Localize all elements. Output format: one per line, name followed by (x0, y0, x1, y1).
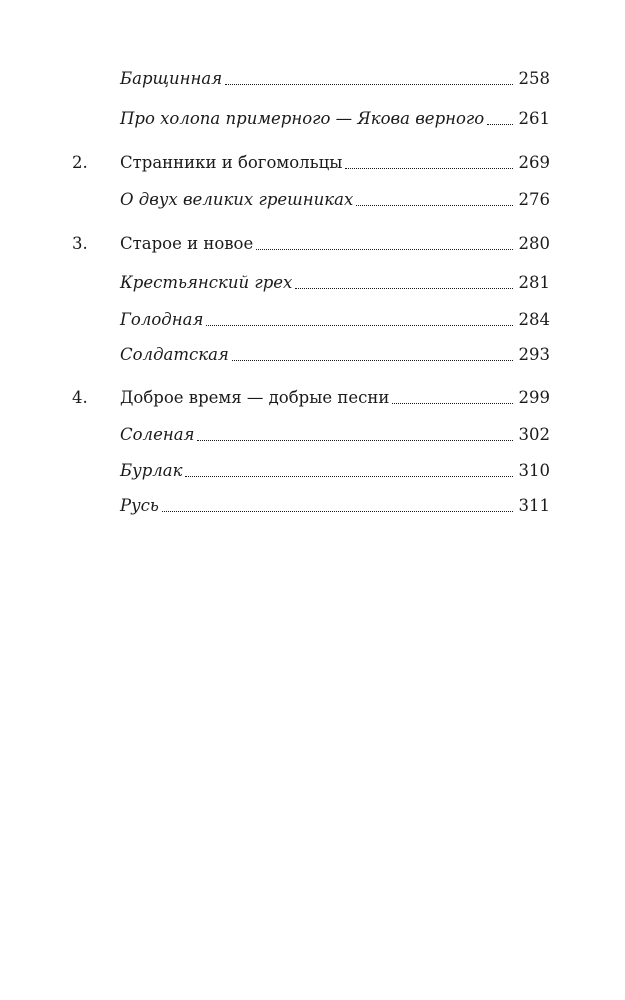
dot-leader (295, 288, 512, 289)
toc-entry[interactable] (120, 305, 550, 331)
toc-entry[interactable] (120, 104, 550, 130)
toc-section-number: 4. (72, 388, 88, 407)
toc-entry-page: 284 (518, 310, 550, 329)
toc-entry[interactable] (120, 340, 550, 366)
toc-entry-title: Солдатская (120, 345, 229, 364)
toc-entry-page: 276 (518, 190, 550, 209)
toc-entry[interactable] (120, 185, 550, 211)
dot-leader (197, 440, 512, 441)
toc-entry-page: 310 (518, 461, 550, 480)
toc-entry-title: Бурлак (120, 461, 183, 480)
toc-entry-page: 281 (518, 273, 550, 292)
toc-entry[interactable] (120, 229, 550, 255)
toc-entry[interactable] (120, 148, 550, 174)
toc-entry-title: Про холопа примерного — Якова верного (120, 109, 485, 128)
toc-entry-title: Барщинная (120, 69, 223, 88)
dot-leader (225, 84, 512, 85)
toc-entry[interactable] (120, 64, 550, 90)
dot-leader (185, 476, 512, 477)
dot-leader (392, 403, 512, 404)
dot-leader (256, 249, 512, 250)
toc-entry-page: 293 (518, 345, 550, 364)
dot-leader (162, 511, 513, 512)
toc-entry-page: 269 (518, 153, 550, 172)
toc-entry[interactable] (120, 420, 550, 446)
toc-entry[interactable] (120, 383, 550, 409)
toc-section-number: 3. (72, 234, 88, 253)
dot-leader (356, 205, 512, 206)
dot-leader (206, 325, 512, 326)
dot-leader (345, 168, 512, 169)
toc-entry-title: Крестьянский грех (120, 273, 293, 292)
toc-entry-title: Странники и богомольцы (120, 153, 343, 172)
toc-entry-page: 299 (518, 388, 550, 407)
toc-entry-title: Старое и новое (120, 234, 254, 253)
dot-leader (487, 124, 512, 125)
toc-entry-title: О двух великих грешниках (120, 190, 354, 209)
toc-entry-title: Голодная (120, 310, 204, 329)
dot-leader (232, 360, 513, 361)
toc-entry[interactable] (120, 268, 550, 294)
toc-entry-page: 258 (518, 69, 550, 88)
toc-entry-title: Русь (120, 496, 159, 515)
toc-entry[interactable] (120, 456, 550, 482)
toc-entry-page: 302 (518, 425, 550, 444)
toc-entry-title: Доброе время — добрые песни (120, 388, 390, 407)
toc-entry-title: Соленая (120, 425, 195, 444)
toc-section-number: 2. (72, 153, 88, 172)
toc-entry-page: 311 (518, 496, 550, 515)
toc-entry-page: 261 (518, 109, 550, 128)
toc-entry-page: 280 (518, 234, 550, 253)
toc-entry[interactable] (120, 491, 550, 517)
